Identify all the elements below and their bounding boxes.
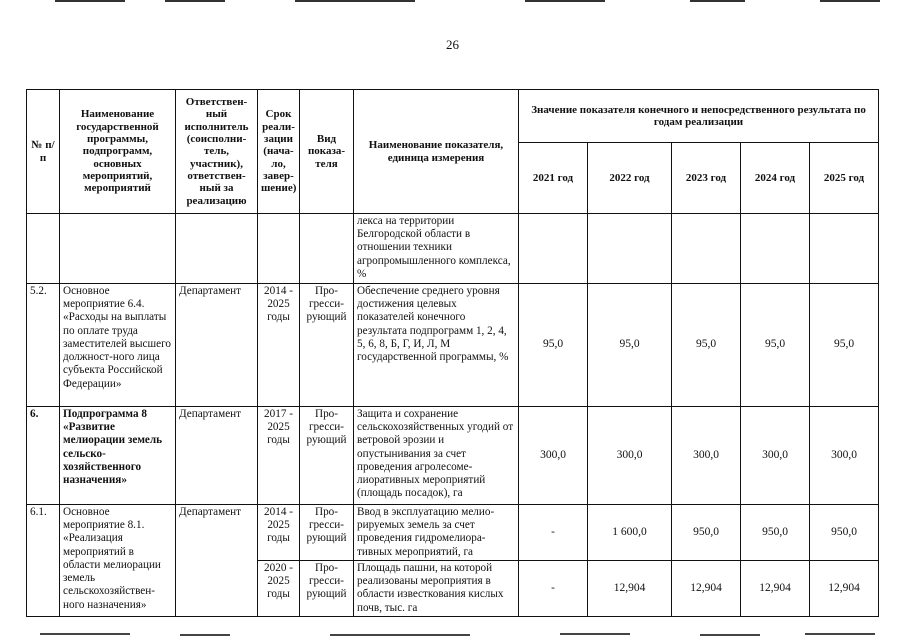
row-value: 95,0 — [672, 284, 741, 407]
row-name: Основное мероприятие 6.4. «Расходы на выплаты по оплате труда заместителей высшего должност-ного лица субъекта Российской Федерации» — [60, 284, 176, 407]
header-num: № п/п — [27, 90, 60, 214]
row-value — [810, 214, 879, 284]
row-value: - — [519, 505, 588, 561]
header-indicator-type: Вид показа-теля — [300, 90, 354, 214]
row-num: 6. — [27, 407, 60, 505]
row-value — [519, 214, 588, 284]
row-indicator: Площадь пашни, на которой реализованы мероприятия в области известкования кислых почв, тыс. га — [354, 560, 519, 616]
header-values-group: Значение показателя конечного и непосредственного результата по годам реализации — [519, 90, 879, 143]
top-scan-edge — [0, 0, 905, 3]
row-type: Про-гресси-рующий — [300, 407, 354, 505]
row-indicator: лекса на территории Белгородской области в отношении техники агропромышленного комплекса, % — [354, 214, 519, 284]
row-value: 12,904 — [672, 560, 741, 616]
header-year: 2022 год — [588, 143, 672, 214]
header-year: 2021 год — [519, 143, 588, 214]
row-responsible: Департамент — [176, 505, 258, 617]
table-row — [27, 284, 879, 407]
header-responsible: Ответствен-ный исполнитель (соисполни-тель, участник), ответствен-ный за реализацию — [176, 90, 258, 214]
table-row — [27, 505, 879, 561]
page-number: 26 — [446, 37, 459, 52]
row-type: Про-гресси-рующий — [300, 284, 354, 407]
row-name: Основное мероприятие 8.1. «Реализация мероприятий в области мелиорации земель сельскохозяйствен-ного назначения» — [60, 505, 176, 617]
table-row — [27, 214, 879, 284]
row-indicator: Обеспечение среднего уровня достижения целевых показателей конечного результата подпрограмм 1, 2, 4, 5, 6, 8, Б, Г, И, Л, М государственной программы, % — [354, 284, 519, 407]
header-name: Наименование государственной программы, подпрограмм, основных мероприятий, мероприятий — [60, 90, 176, 214]
row-value — [741, 214, 810, 284]
row-indicator: Ввод в эксплуатацию мелио-рируемых земель за счет проведения гидромелиора-тивных мероприятий, га — [354, 505, 519, 561]
row-term: 2014 - 2025 годы — [258, 284, 300, 407]
row-num: 5.2. — [27, 284, 60, 407]
row-term: 2017 - 2025 годы — [258, 407, 300, 505]
row-term: 2014 - 2025 годы — [258, 505, 300, 561]
indicators-table — [26, 89, 879, 617]
row-value: 1 600,0 — [588, 505, 672, 561]
row-value: 300,0 — [588, 407, 672, 505]
table-row — [27, 407, 879, 505]
row-value: 300,0 — [672, 407, 741, 505]
header-term: Срок реали-зации (нача-ло, завер-шение) — [258, 90, 300, 214]
row-type — [300, 214, 354, 284]
row-type: Про-гресси-рующий — [300, 560, 354, 616]
row-value: 950,0 — [810, 505, 879, 561]
row-responsible: Департамент — [176, 284, 258, 407]
header-indicator-name: Наименование показателя, единица измерения — [354, 90, 519, 214]
row-term: 2020 - 2025 годы — [258, 560, 300, 616]
row-value: 300,0 — [741, 407, 810, 505]
row-value: 950,0 — [741, 505, 810, 561]
header-year: 2024 год — [741, 143, 810, 214]
row-responsible — [176, 214, 258, 284]
row-num: 6.1. — [27, 505, 60, 617]
row-name — [60, 214, 176, 284]
row-num — [27, 214, 60, 284]
row-value — [588, 214, 672, 284]
row-value: 95,0 — [741, 284, 810, 407]
row-value: 950,0 — [672, 505, 741, 561]
row-value — [672, 214, 741, 284]
row-value: 95,0 — [810, 284, 879, 407]
row-name: Подпрограмма 8 «Развитие мелиорации земель сельско-хозяйственного назначения» — [60, 407, 176, 505]
row-term — [258, 214, 300, 284]
row-value: 12,904 — [741, 560, 810, 616]
header-year: 2023 год — [672, 143, 741, 214]
row-indicator: Защита и сохранение сельскохозяйственных угодий от ветровой эрозии и опустынивания за счет проведения агролесоме-лиоративных мероприятий (площадь посадок), га — [354, 407, 519, 505]
row-value: 300,0 — [519, 407, 588, 505]
row-type: Про-гресси-рующий — [300, 505, 354, 561]
row-value: 95,0 — [588, 284, 672, 407]
row-value: 300,0 — [810, 407, 879, 505]
row-value: - — [519, 560, 588, 616]
row-value: 95,0 — [519, 284, 588, 407]
row-responsible: Департамент — [176, 407, 258, 505]
header-year: 2025 год — [810, 143, 879, 214]
row-value: 12,904 — [588, 560, 672, 616]
row-value: 12,904 — [810, 560, 879, 616]
